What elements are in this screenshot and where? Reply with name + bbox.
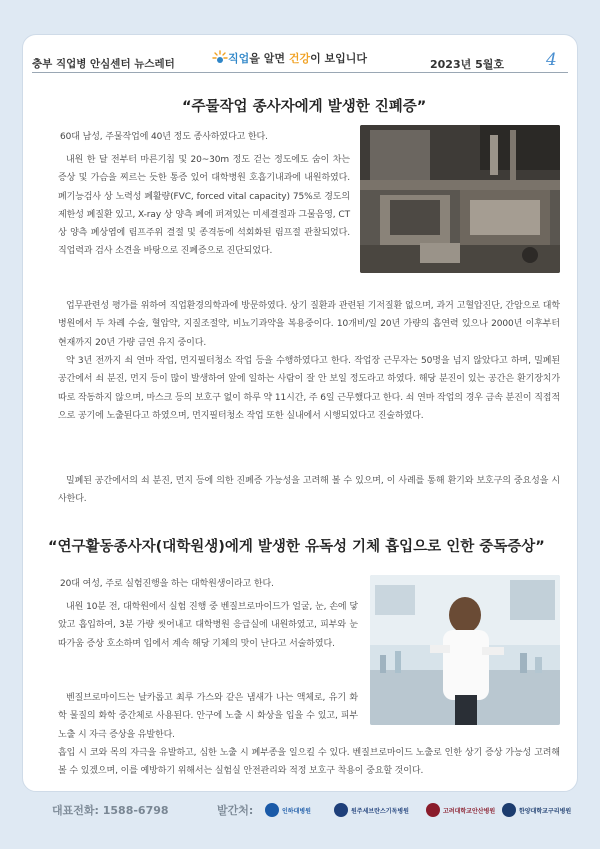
article2-title: “연구활동종사자(대학원생)에게 발생한 유독성 기체 흡입으로 인한 중독증상” [48, 539, 545, 555]
logo-korea: 고려대학교안산병원 [426, 800, 495, 820]
hospital-logo-icon [426, 803, 440, 817]
article1-p1: 60대 남성, 주물작업에 40년 정도 종사하였다고 한다. [60, 132, 268, 142]
page-number: 4 [546, 50, 557, 70]
logo-hanyang: 한양대학교구리병원 [502, 800, 571, 820]
org-name: 충부 직업병 안심센터 뉴스레터 [32, 58, 175, 70]
article1-p2: 내원 한 달 전부터 마른기침 및 20~30m 정도 걷는 정도에도 숨이 차는 증상 및 가슴을 찌르는 듯한 통증 있어 대학병원 호흡기내과에 내원하였다. 폐기능검사 상 노력성 폐활량(FVC, forced vital capacity) 75%로 경도의 제한성 폐질환 있고, X-ray 상 양측 폐에 퍼져있는 미세결절과 그물음영, CT 상 양측 폐상엽에 림프주위 결절 및 종격동에 석회화된 림프절 관찰되었다. 직업력과 검사 소견을 바탕으로 진폐증으로 진단되었다. [58, 155, 350, 257]
logo-wonju: 원주세브란스기독병원 [334, 800, 409, 820]
header [32, 50, 562, 72]
logo-inha: 인하대병원 [265, 800, 311, 820]
article2-p2: 내원 10분 전, 대학원에서 실험 진행 중 벤질브로마이드가 얼굴, 눈, 손에 닿았고 흡입하여, 3분 가량 씻어내고 대학병원 응급실에 내원하였고, 피부와 눈 따가움 증상 호소하며 입에서 계속 해당 기체의 맛이 난다고 서술하였다. [58, 602, 358, 649]
article1-p5: 밀폐된 공간에서의 쇠 분진, 먼지 등에 의한 진폐증 가능성을 고려해 볼 수 있으며, 이 사례를 통해 환기와 보호구의 중요성을 시사한다. [58, 476, 560, 505]
slogan: 직업을 알면 건강이 보입니다 [228, 50, 367, 66]
lab-photo [370, 575, 560, 725]
article1-p3: 업무관련성 평가를 위하여 직업환경의학과에 방문하였다. 상기 질환과 관련된 기저질환 없으며, 과거 고혈압진단, 간암으로 대학병원에서 두 차례 수술, 혈압약, 지질조절약, 비뇨기과약을 복용중이다. 10개비/일 20년 가량의 흡연력 있으나 2000년 이후부터 현재까지 20년 가량 금연 유지 중이다. [58, 301, 560, 348]
article2-p3a: 벤질브로마이드는 날카롭고 최루 가스와 같은 냄새가 나는 액체로, 유기 화학 물질의 화학 중간체로 사용된다. 안구에 노출 시 화상을 입을 수 있고, 피부 노출 시 자극 증상을 유발한다. [58, 693, 358, 740]
issue-date: 2023년 5월호 [430, 58, 504, 71]
article2-p1: 20대 여성, 주로 실험진행을 하는 대학원생이라고 한다. [60, 579, 274, 589]
hospital-logo-icon [265, 803, 279, 817]
foundry-photo [360, 125, 560, 273]
hospital-logo-icon [334, 803, 348, 817]
contact-phone: 대표전화: 1588-6798 [52, 804, 169, 817]
footer [22, 792, 578, 832]
header-divider [32, 72, 568, 73]
article1-p4: 약 3년 전까지 쇠 연마 작업, 먼지필터청소 작업 등을 수행하였다고 한다. 작업장 근무자는 50명을 넘지 않았다고 하며, 밀폐된 공간에서 쇠 분진, 먼지 등이 많이 발생하여 앞에 일하는 사람이 잘 안 보일 정도라고 하였다. 해당 분진이 있는 공간은 환기장치가 따로 작동하지 않으며, 마스크 등의 보호구 없이 하루 약 11시간, 주 6일 근무했다고 한다. 쇠 연마 작업의 경우 금속 분진이 직접적으로 공기에 노출된다고 하였으며, 먼지필터청소 작업 또한 실내에서 시행되었다고 진술하였다. [58, 356, 560, 421]
hospital-logo-icon [502, 803, 516, 817]
article2-p3b: 흡입 시 코와 목의 자극을 유발하고, 심한 노출 시 폐부종을 일으킬 수 있다. 벤질브로마이드 노출로 인한 상기 증상 가능성 고려해 볼 수 있겠으며, 이를 예방하기 위해서는 실험실 안전관리와 적정 보호구 착용이 중요할 것이다. [58, 748, 560, 777]
article1-title: “주물작업 종사자에게 발생한 진폐증” [182, 99, 427, 115]
sun-logo-icon [212, 50, 228, 66]
publisher-label: 발간처: [217, 804, 254, 817]
